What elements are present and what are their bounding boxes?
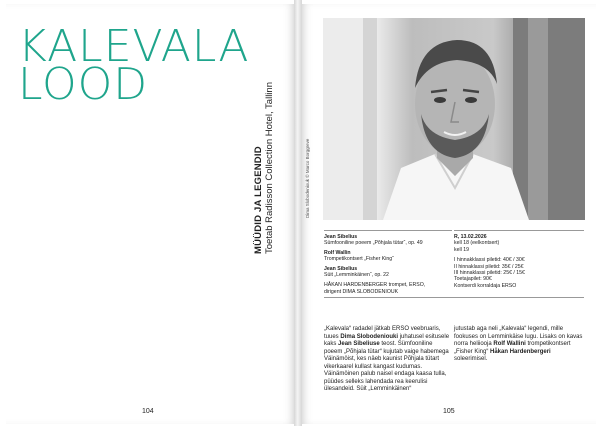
body-text: teost. Sümfooniline poeem „Põhjala tütar“ kujutab vaige habemega Väinämöist, kes näeb kaunist Põhjala tütart vikerkaarel kullast kangast kudumas. Väinämöinen palub naisel endaga kaasa tulla, püüdes selleks lahendada rea keerulisi ülesandeid. Süit „Lemminkäinen“	[324, 341, 449, 392]
photo-credit-text: Dima Slobodeniouk © Marco Borggreve	[305, 138, 310, 218]
portrait-photo	[323, 18, 585, 220]
body-text-bold: Rolf Wallini	[493, 341, 526, 347]
event-info	[454, 230, 584, 289]
program-item	[324, 234, 452, 247]
composer: Jean Sibelius	[324, 234, 358, 240]
body-text-column-1	[324, 326, 452, 394]
title-line-2: LOOD	[18, 59, 149, 110]
composer: Rolf Wallin	[324, 249, 351, 256]
body-text-bold: Jean Sibeliuse	[338, 341, 380, 347]
photo-credit	[301, 18, 315, 220]
program-item	[324, 250, 452, 263]
body-text: juhatusel esitusele kaks	[324, 333, 450, 347]
work-title: Sümfooniline poeem „Põhjala tütar“, op. 49	[324, 240, 423, 247]
work-title: Trompetikontsert „Fisher King“	[324, 256, 394, 263]
performers	[324, 282, 452, 295]
series-title: MÜÜDID JA LEGENDID	[253, 146, 264, 254]
body-text: trompetikontsert „Fisher King“	[454, 341, 571, 355]
event-date: R, 13.02.2026	[454, 234, 487, 240]
price-line: Toetajapilet: 90€	[454, 276, 492, 283]
program-list	[324, 230, 452, 298]
page-number-right: 105	[443, 408, 455, 415]
left-page	[6, 4, 294, 424]
program-item	[324, 266, 452, 279]
event-time: kell 19	[454, 246, 469, 253]
price-line: III hinnaklassi piletid: 25€ / 15€	[454, 270, 525, 277]
body-text: jutustab aga neli „Kalevala“ legendi, mille fookuses on Lemminkäise lugu. Lisaks on kavas norra heliiooja	[454, 326, 583, 347]
body-text-column-2	[454, 326, 584, 364]
portrait-illustration	[323, 18, 585, 220]
body-text-bold: Håkan Hardenbergeri	[490, 348, 551, 355]
performers-line: HÅKAN HARDENBERGER trompet, ERSO,	[324, 282, 426, 289]
body-text-bold: Dima Slobodeniouki	[340, 333, 399, 340]
event-time: kell 18 (eelkontsert)	[454, 240, 500, 247]
divider	[324, 297, 584, 298]
body-text: „Kalevala“ radadel jätkab ERSO veebruaris,	[324, 326, 441, 332]
body-text: tuues	[324, 333, 341, 340]
work-title: Süit „Lemminkäinen“, op. 22	[324, 272, 389, 279]
right-page	[302, 4, 596, 424]
page-title	[18, 21, 250, 110]
title-line-1: KALEVALA	[18, 21, 250, 72]
price-line: I hinnakklassi piletid: 40€ / 30€	[454, 257, 525, 264]
price-line: II hinnaklassi piletid: 35€ / 25€	[454, 263, 524, 270]
composer: Jean Sibelius	[324, 265, 358, 272]
vertical-heading	[253, 82, 275, 254]
sponsor-line: Toetab Radisson Collection Hotel, Tallinn	[264, 82, 275, 254]
body-text: soleerimisel.	[454, 356, 488, 362]
page-number-left: 104	[142, 408, 154, 415]
organizer: Kontserdi korraldaja ERSO	[454, 282, 517, 289]
performers-line: dirigent DIMA SLOBODENIOUK	[324, 288, 399, 295]
